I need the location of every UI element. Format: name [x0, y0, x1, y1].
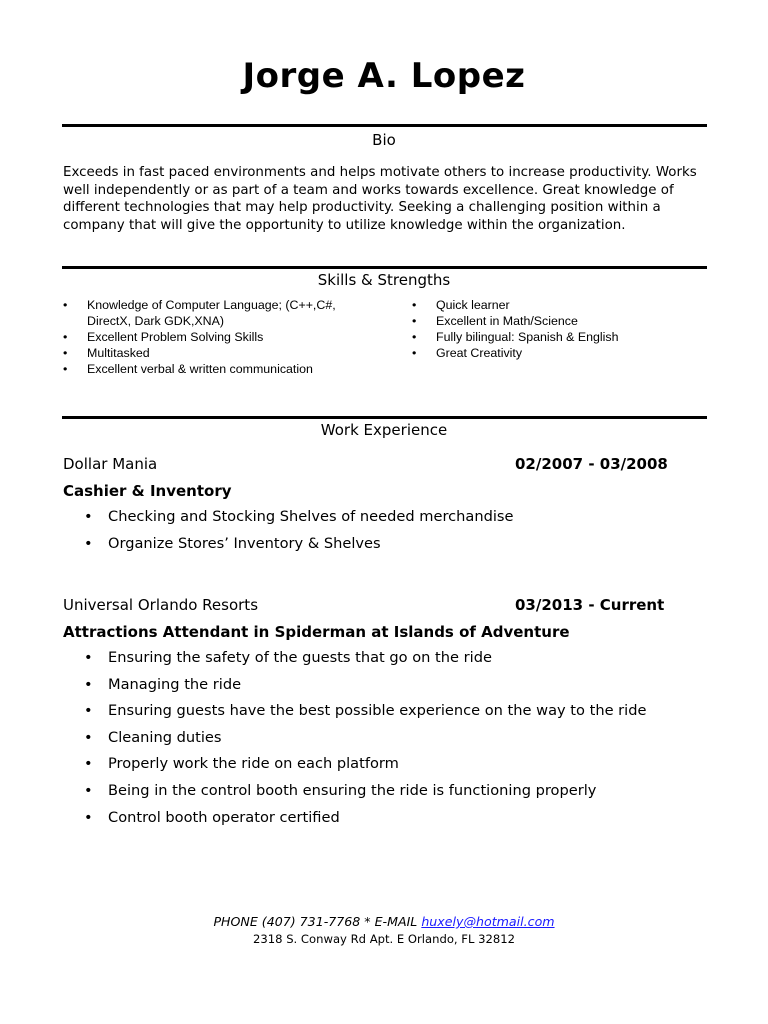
skills-list-left [63, 297, 363, 377]
job-dates: 02/2007 - 03/2008 [515, 455, 668, 473]
skill-item: • Excellent in Math/Science [412, 313, 702, 329]
duty-item: • Checking and Stocking Shelves of needed merchandise [63, 504, 703, 531]
work-heading: Work Experience [320, 421, 448, 439]
skill-item: • Knowledge of Computer Language; (C++,C#, DirectX, Dark GDK,XNA) [63, 297, 363, 329]
bio-heading: Bio [372, 131, 396, 149]
job-employer: Dollar Mania [63, 455, 158, 473]
candidate-name: Jorge A. Lopez [242, 56, 526, 96]
duty-item: • Properly work the ride on each platform [63, 751, 703, 778]
duty-item: • Cleaning duties [63, 725, 703, 752]
skill-item: • Fully bilingual: Spanish & English [412, 329, 702, 345]
job-duties [63, 504, 703, 557]
skill-item: • Excellent verbal & written communication [63, 361, 363, 377]
duty-item: • Ensuring the safety of the guests that go on the ride [63, 645, 703, 672]
job-role: Cashier & Inventory [63, 482, 232, 500]
skills-list-right [412, 297, 702, 361]
skills-heading: Skills & Strengths [317, 271, 451, 289]
skill-item: • Quick learner [412, 297, 702, 313]
section-divider-skills [62, 266, 707, 269]
job-employer: Universal Orlando Resorts [63, 596, 259, 614]
contact-line [0, 914, 768, 929]
skill-item: • Multitasked [63, 345, 363, 361]
skill-item: • Excellent Problem Solving Skills [63, 329, 363, 345]
duty-item: • Organize Stores’ Inventory & Shelves [63, 531, 703, 558]
skill-item: • Great Creativity [412, 345, 702, 361]
job-dates: 03/2013 - Current [515, 596, 665, 614]
address-line: 2318 S. Conway Rd Apt. E Orlando, FL 32812 [253, 932, 515, 946]
duty-item: • Ensuring guests have the best possible experience on the way to the ride [63, 698, 703, 725]
duty-item: • Control booth operator certified [63, 805, 703, 832]
duty-item: • Managing the ride [63, 672, 703, 699]
job-role: Attractions Attendant in Spiderman at Islands of Adventure [63, 623, 570, 641]
section-divider-work [62, 416, 707, 419]
job-duties [63, 645, 703, 831]
contact-phone: PHONE (407) 731-7768 * E-MAIL [213, 914, 422, 929]
email-link[interactable]: huxely@hotmail.com [421, 914, 555, 929]
section-divider-bio [62, 124, 707, 127]
duty-item: • Being in the control booth ensuring the ride is functioning properly [63, 778, 703, 805]
bio-text: Exceeds in fast paced environments and helps motivate others to increase productivity. Works well independently or as part of a team and works towards excellence. Great knowledge of different technologies that may help productivity. Seeking a challenging position within a company that will give the opportunity to utilize knowledge within the organization. [63, 165, 697, 233]
